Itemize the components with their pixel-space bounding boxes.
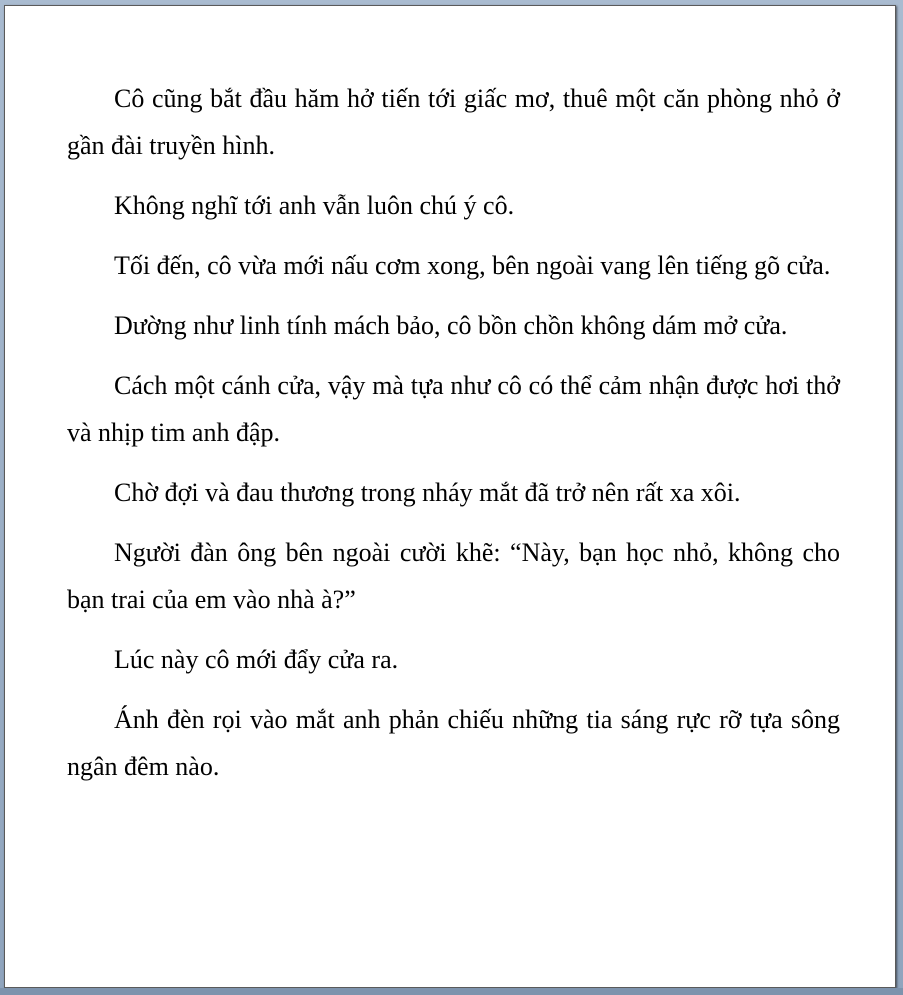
paragraph-5: Cách một cánh cửa, vậy mà tựa như cô có thể cảm nhận được hơi thở và nhịp tim anh đập. — [67, 371, 840, 447]
paragraph-2: Không nghĩ tới anh vẫn luôn chú ý cô. — [114, 191, 515, 220]
paragraph-9: Ánh đèn rọi vào mắt anh phản chiếu những tia sáng rực rỡ tựa sông ngân đêm nào. — [67, 705, 840, 781]
document-text-body[interactable] — [67, 75, 840, 803]
paragraph-4: Dường như linh tính mách bảo, cô bồn chồn không dám mở cửa. — [114, 311, 788, 340]
paragraph-8: Lúc này cô mới đẩy cửa ra. — [114, 645, 399, 674]
document-page[interactable] — [4, 5, 896, 988]
window-bottom-edge — [0, 988, 903, 995]
paragraph-7: Người đàn ông bên ngoài cười khẽ: “Này, bạn học nhỏ, không cho bạn trai của em vào nhà à?” — [67, 538, 840, 614]
paragraph-3: Tối đến, cô vừa mới nấu cơm xong, bên ngoài vang lên tiếng gõ cửa. — [114, 251, 831, 280]
paragraph-6: Chờ đợi và đau thương trong nháy mắt đã trở nên rất xa xôi. — [114, 478, 741, 507]
paragraph-1: Cô cũng bắt đầu hăm hở tiến tới giấc mơ, thuê một căn phòng nhỏ ở gần đài truyền hình. — [67, 84, 840, 160]
